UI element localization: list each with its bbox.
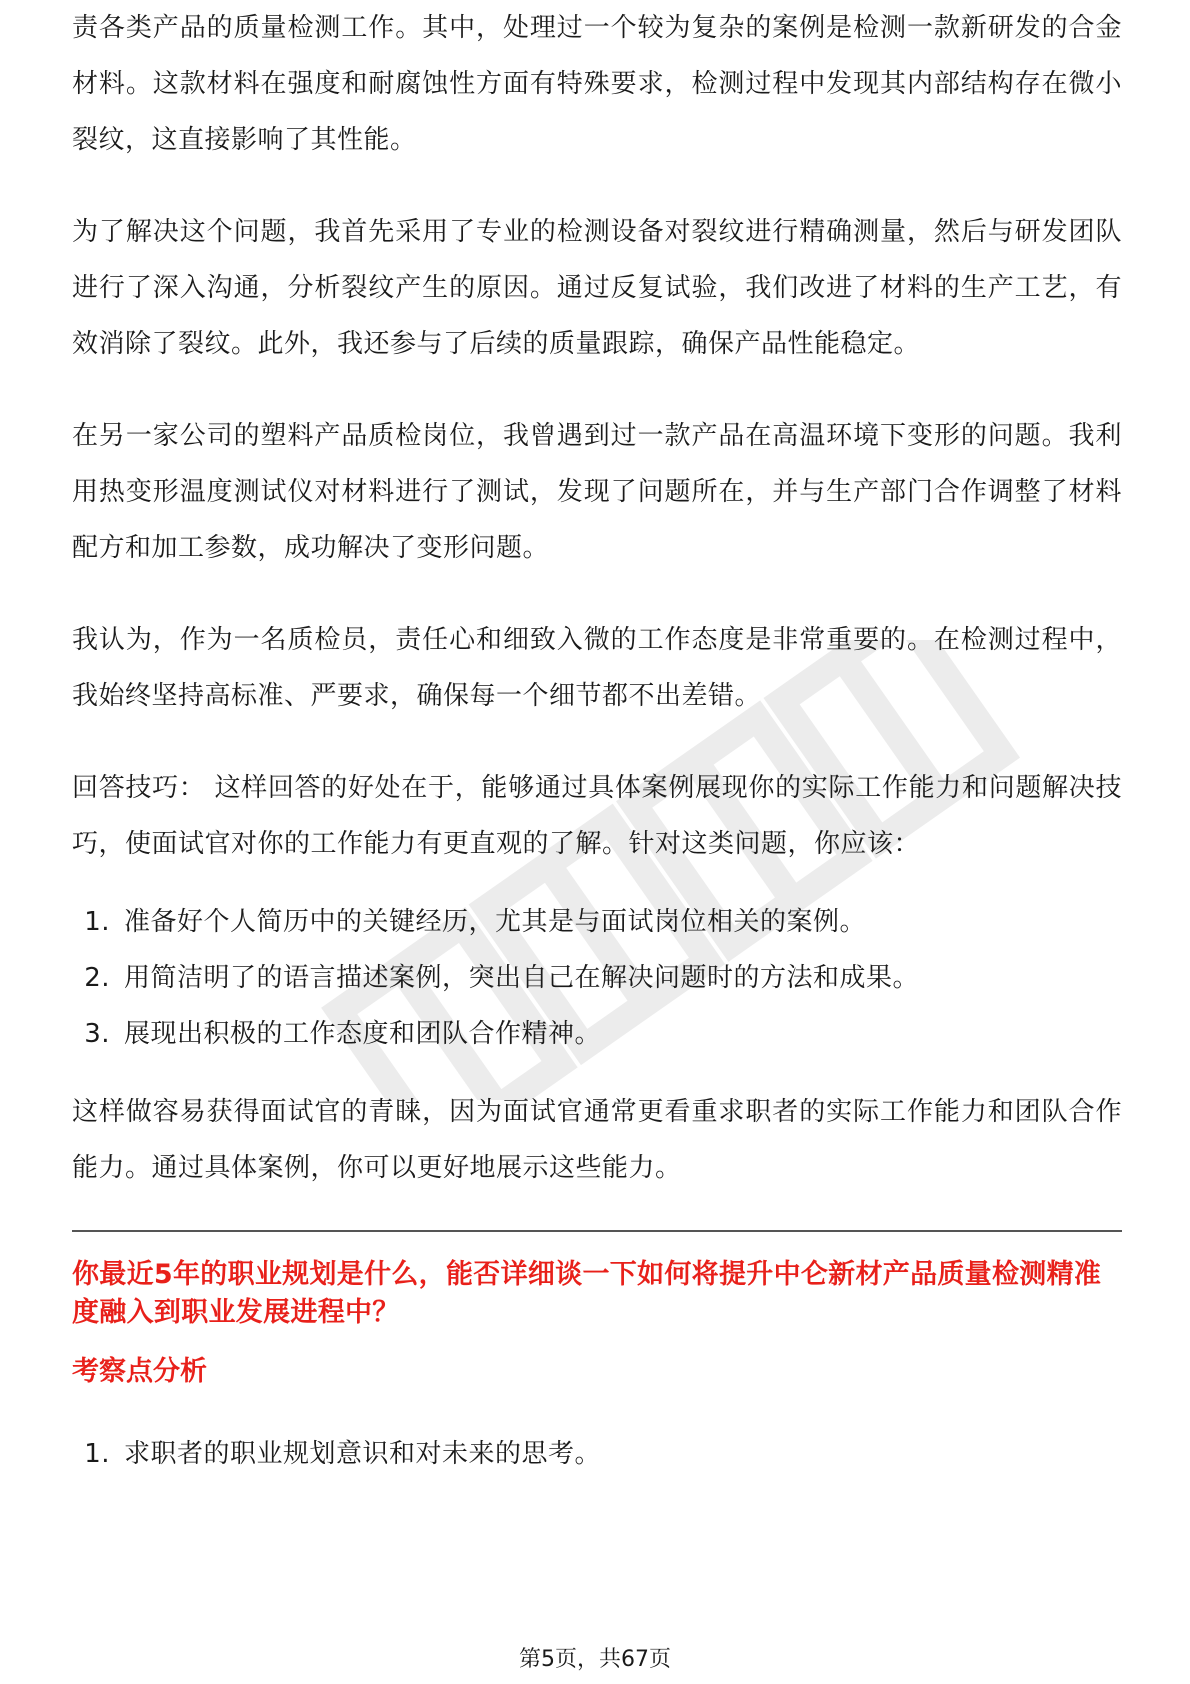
- list-item: 2. 用简洁明了的语言描述案例，突出自己在解决问题时的方法和成果。: [84, 963, 920, 993]
- list-item: 3. 展现出积极的工作态度和团队合作精神。: [84, 1019, 602, 1049]
- analysis-list: [72, 1426, 1122, 1482]
- list-item: 1. 准备好个人简历中的关键经历，尤其是与面试岗位相关的案例。: [84, 907, 867, 937]
- paragraph-plastic-case: 在另一家公司的塑料产品质检岗位，我曾遇到过一款产品在高温环境下变形的问题。我利用热变形温度测试仪对材料进行了测试，发现了问题所在，并与生产部门合作调整了材料配方和加工参数，成功解决了变形问题。: [72, 421, 1122, 563]
- paragraph-crack-solution: 为了解决这个问题，我首先采用了专业的检测设备对裂纹进行精确测量，然后与研发团队进行了深入沟通，分析裂纹产生的原因。通过反复试验，我们改进了材料的生产工艺，有效消除了裂纹。此外，我还参与了后续的质量跟踪，确保产品性能稳定。: [72, 217, 1122, 359]
- paragraph-conclusion: 这样做容易获得面试官的青睐，因为面试官通常更看重求职者的实际工作能力和团队合作能力。通过具体案例，你可以更好地展示这些能力。: [72, 1097, 1122, 1183]
- document-body: [72, 0, 1122, 1482]
- page-number: 第5页，共67页: [519, 1647, 671, 1672]
- analysis-heading: 考察点分析: [72, 1356, 207, 1387]
- paragraph-attitude: 我认为，作为一名质检员，责任心和细致入微的工作态度是非常重要的。在检测过程中，我始终坚持高标准、严要求，确保每一个细节都不出差错。: [72, 625, 1122, 711]
- tips-list: [72, 894, 1122, 1062]
- cut-paragraph-line: [72, 0, 1122, 56]
- paragraph-answer-tips: 回答技巧： 这样回答的好处在于，能够通过具体案例展现你的实际工作能力和问题解决技巧，使面试官对你的工作能力有更直观的了解。针对这类问题，你应该：: [72, 773, 1122, 859]
- list-item: 1. 求职者的职业规划意识和对未来的思考。: [84, 1439, 602, 1469]
- question-heading: 你最近5年的职业规划是什么，能否详细谈一下如何将提升中仑新材产品质量检测精准度融入到职业发展进程中？: [72, 1259, 1102, 1328]
- paragraph-alloy-case: 责各类产品的质量检测工作。其中，处理过一个较为复杂的案例是检测一款新研发的合金材料。这款材料在强度和耐腐蚀性方面有特殊要求，检测过程中发现其内部结构存在微小裂纹，这直接影响了其性能。: [72, 13, 1122, 155]
